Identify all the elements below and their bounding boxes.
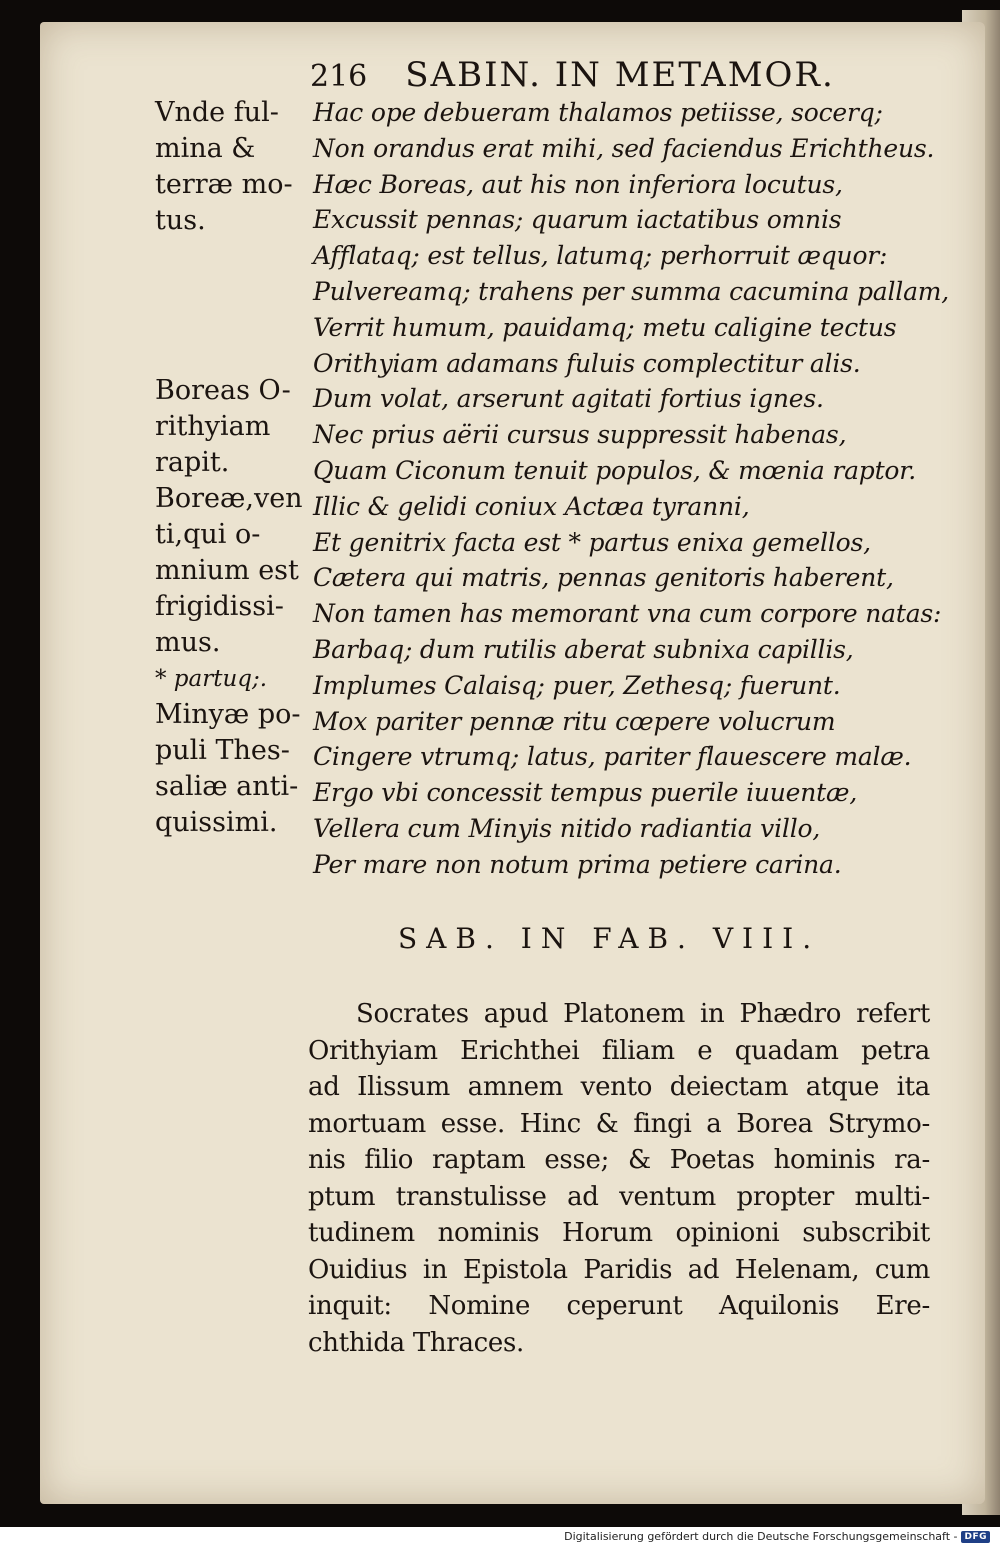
verse-line: Non tamen has memorant vna cum corpore natas: <box>313 599 942 629</box>
marginal-note-line: mnium est <box>155 555 299 586</box>
verse-line: Orithyiam adamans fuluis complectitur alis. <box>313 348 861 378</box>
verse-line: Hæc Boreas, aut his non inferiora locutus, <box>313 169 843 199</box>
prose-line: mortuam esse. Hinc & fingi a Borea Strymo- <box>308 1108 930 1139</box>
marginal-note-line: mus. <box>155 627 221 658</box>
running-header <box>310 55 870 95</box>
dfg-logo: DFG <box>961 1531 990 1543</box>
verse-line: Nec prius aërii cursus suppressit habenas, <box>313 420 847 450</box>
verse-line: Pulvereamq; trahens per summa cacumina pallam, <box>313 276 950 306</box>
commentary-paragraph <box>308 996 930 1361</box>
prose-line: nis filio raptam esse; & Poetas hominis ra- <box>308 1145 930 1175</box>
verse-line: Barbaq; dum rutilis aberat subnixa capillis, <box>313 634 854 664</box>
marginal-note-line: saliæ anti- <box>155 771 299 802</box>
prose-line: Ouidius in Epistola Paridis ad Helenam, cum <box>308 1254 930 1285</box>
prose-line: Orithyiam Erichthei filiam e quadam petra <box>308 1035 930 1066</box>
prose-line: Socrates apud Platonem in Phædro refert <box>356 999 930 1029</box>
running-title: SABIN. IN METAMOR. <box>405 55 835 95</box>
verse-line: Excussit pennas; quarum iactatibus omnis <box>313 205 842 235</box>
marginal-note-line: puli Thes- <box>155 735 290 766</box>
prose-line: ptum transtulisse ad ventum propter multi- <box>308 1181 930 1212</box>
verse-line: Hac ope debueram thalamos petiisse, socerq; <box>313 98 883 127</box>
verse-line: Vellera cum Minyis nitido radiantia villo, <box>313 813 821 843</box>
verse-line: Ergo vbi concessit tempus puerile iuuentæ, <box>313 778 858 808</box>
digitization-footer <box>564 1530 990 1543</box>
marginal-note-line: rithyiam <box>155 411 271 442</box>
marginal-note-line: frigidissi- <box>155 591 284 622</box>
marginal-note <box>155 373 315 661</box>
marginal-note-line: quissimi. <box>155 807 278 838</box>
verse-line: Cingere vtrumq; latus, pariter flauescere malæ. <box>313 742 912 772</box>
marginal-note-line: rapit. <box>155 447 230 478</box>
verse-line: Per mare non notum prima petiere carina. <box>313 849 842 879</box>
marginal-note-line: Boreæ,ven <box>155 483 303 514</box>
verse-line: Verrit humum, pauidamq; metu caligine tectus <box>313 312 897 342</box>
page-number: 216 <box>310 59 368 94</box>
marginal-note <box>155 95 315 239</box>
verse-line: Mox pariter pennæ ritu cœpere volucrum <box>313 706 836 736</box>
marginal-note-line: * partuq;. <box>155 666 268 692</box>
verse-line: Implumes Calaisq; puer, Zethesq; fuerunt. <box>313 670 841 700</box>
marginal-note-line: Vnde ful- <box>155 97 279 128</box>
marginal-note-line: Minyæ po- <box>155 699 301 730</box>
verse-line: Dum volat, arserunt agitati fortius ignes. <box>313 384 824 414</box>
section-title: SAB. IN FAB. VIII. <box>398 922 821 955</box>
prose-line: tudinem nominis Horum opinioni subscribit <box>308 1218 930 1248</box>
verse-line: Non orandus erat mihi, sed faciendus Erichtheus. <box>313 133 935 163</box>
prose-line: ad Ilissum amnem vento deiectam atque ita <box>308 1072 930 1102</box>
marginal-note-line: terræ mo- <box>155 169 293 200</box>
marginal-note <box>155 661 315 697</box>
marginal-note-line: ti,qui o- <box>155 519 261 550</box>
verse-line: Cætera qui matris, pennas genitoris haberent, <box>313 563 894 593</box>
verse-line: Quam Ciconum tenuit populos, & mœnia raptor. <box>313 455 917 485</box>
prose-line: inquit: Nomine ceperunt Aquilonis Ere- <box>308 1291 930 1321</box>
prose-line: chthida Thraces. <box>308 1327 524 1358</box>
marginal-note-line: mina & <box>155 133 256 164</box>
footer-text: Digitalisierung gefördert durch die Deutsche Forschungsgemeinschaft - <box>564 1530 958 1543</box>
verse-line: Illic & gelidi coniux Actæa tyranni, <box>313 491 750 521</box>
marginal-note-line: Boreas O- <box>155 375 291 406</box>
verse-line: Et genitrix facta est * partus enixa gemellos, <box>313 527 871 557</box>
verse-block <box>313 95 950 883</box>
marginal-note <box>155 697 315 841</box>
marginal-note-line: tus. <box>155 205 206 236</box>
verse-line: Afflataq; est tellus, latumq; perhorruit æquor: <box>313 241 888 271</box>
